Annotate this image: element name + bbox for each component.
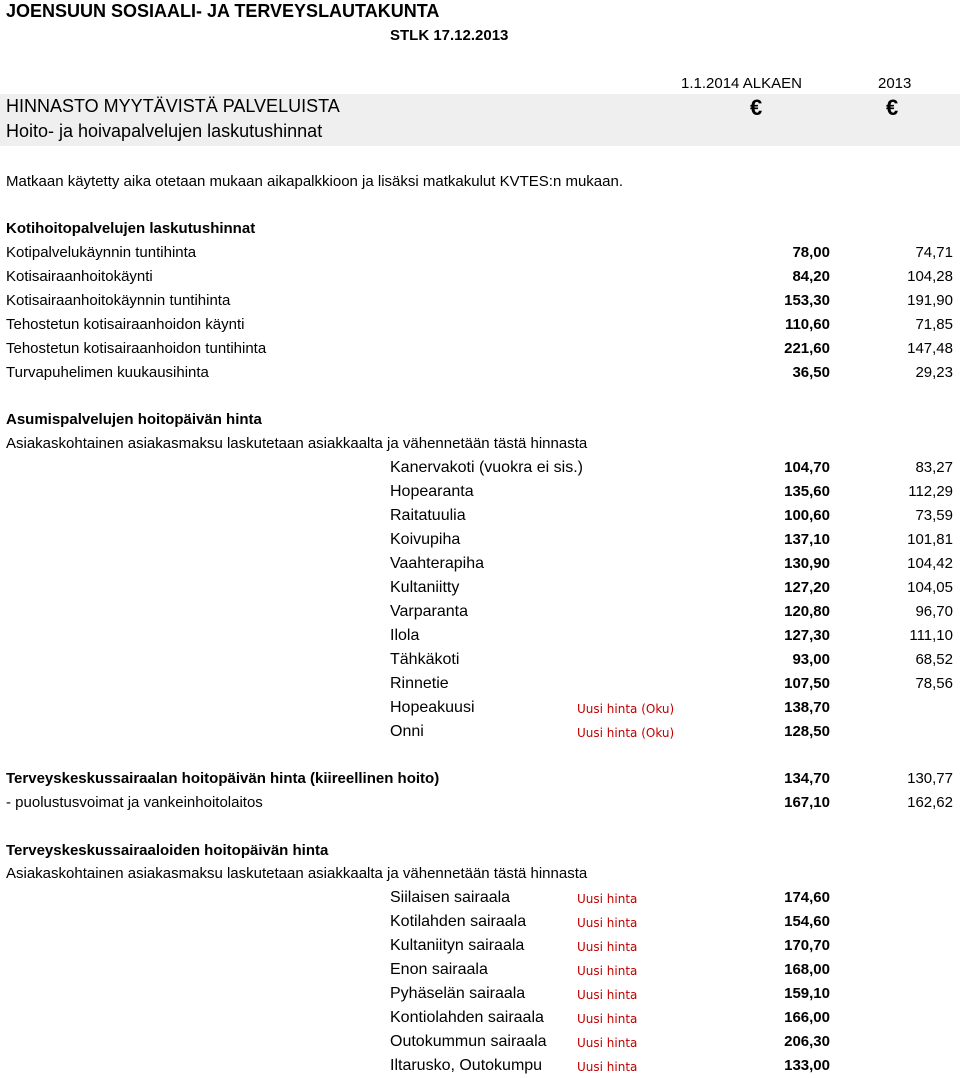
new-price-note: Uusi hinta (577, 892, 638, 906)
unit-name: Hopeakuusi (390, 699, 475, 716)
hospital-name: Siilaisen sairaala (390, 889, 511, 906)
price-new: 153,30 (784, 292, 830, 309)
unit-name: Kanervakoti (vuokra ei sis.) (390, 459, 583, 476)
hospital-name: Iltarusko, Outokumpu (390, 1057, 543, 1074)
new-price-note: Uusi hinta (Oku) (577, 702, 675, 716)
new-price-note: Uusi hinta (577, 940, 638, 954)
price-old: 83,27 (915, 459, 953, 476)
unit-name: Kultaniitty (390, 579, 460, 596)
unit-name: Onni (390, 723, 424, 740)
price-old: 78,56 (915, 675, 953, 692)
defence-prison-new-price: 167,10 (784, 794, 830, 811)
price-row-label: Tehostetun kotisairaanhoidon käynti (6, 316, 245, 333)
price-new: 133,00 (784, 1057, 830, 1074)
hospitals-subheading: Asiakaskohtainen asiakasmaksu laskutetaan asiakkaalta ja vähennetään tästä hinnasta (6, 865, 588, 882)
price-row-label: Kotipalvelukäynnin tuntihinta (6, 244, 197, 261)
travel-time-note: Matkaan käytetty aika otetaan mukaan aikapalkkioon ja lisäksi matkakulut KVTES:n mukaan. (6, 173, 623, 190)
price-new: 130,90 (784, 555, 830, 572)
price-new: 127,30 (784, 627, 830, 644)
unit-name: Ilola (390, 627, 420, 644)
price-old: 29,23 (915, 364, 953, 381)
unit-name: Koivupiha (390, 531, 461, 548)
unit-name: Vaahterapiha (390, 555, 484, 572)
price-row-label: Kotisairaanhoitokäynti (6, 268, 153, 285)
price-old: 68,52 (915, 651, 953, 668)
new-price-note: Uusi hinta (Oku) (577, 726, 675, 740)
unit-name: Varparanta (390, 603, 468, 620)
price-new: 159,10 (784, 985, 830, 1002)
price-new: 206,30 (784, 1033, 830, 1050)
euro-icon: € (750, 95, 763, 120)
price-old: 96,70 (915, 603, 953, 620)
housing-subheading: Asiakaskohtainen asiakasmaksu laskutetaan asiakkaalta ja vähennetään tästä hinnasta (6, 435, 588, 452)
hospitals-heading: Terveyskeskussairaaloiden hoitopäivän hinta (6, 842, 329, 859)
price-new: 93,00 (792, 651, 830, 668)
hospital-name: Kotilahden sairaala (390, 913, 527, 930)
new-price-note: Uusi hinta (577, 1060, 638, 1074)
price-new: 100,60 (784, 507, 830, 524)
price-row-label: Turvapuhelimen kuukausihinta (6, 364, 209, 381)
price-new: 154,60 (784, 913, 830, 930)
price-new: 104,70 (784, 459, 830, 476)
price-old: 101,81 (907, 531, 953, 548)
hospital-name: Kontiolahden sairaala (390, 1009, 544, 1026)
hospital-name: Kultaniityn sairaala (390, 937, 525, 954)
euro-icon: € (886, 95, 899, 120)
price-old: 112,29 (908, 483, 953, 500)
price-list-subtitle: Hoito- ja hoivapalvelujen laskutushinnat (6, 121, 323, 141)
price-old: 104,28 (907, 268, 953, 285)
price-new: 128,50 (784, 723, 830, 740)
price-row-label: Tehostetun kotisairaanhoidon tuntihinta (6, 340, 267, 357)
housing-heading: Asumispalvelujen hoitopäivän hinta (6, 411, 262, 428)
price-old: 191,90 (907, 292, 953, 309)
price-new: 135,60 (784, 483, 830, 500)
defence-prison-label: - puolustusvoimat ja vankeinhoitolaitos (6, 794, 263, 811)
price-new: 138,70 (784, 699, 830, 716)
unit-name: Hopearanta (390, 483, 474, 500)
price-old: 104,05 (907, 579, 953, 596)
new-price-note: Uusi hinta (577, 1036, 638, 1050)
hc-hospital-new-price: 134,70 (784, 770, 830, 787)
hc-hospital-label: Terveyskeskussairaalan hoitopäivän hinta (kiireellinen hoito) (6, 770, 440, 787)
hospital-name: Outokummun sairaala (390, 1033, 547, 1050)
price-new: 137,10 (784, 531, 830, 548)
price-old: 111,10 (909, 627, 953, 644)
price-new: 221,60 (784, 340, 830, 357)
price-list-title: HINNASTO MYYTÄVISTÄ PALVELUISTA (6, 96, 340, 116)
price-new: 170,70 (784, 937, 830, 954)
price-new: 36,50 (792, 364, 830, 381)
price-new: 107,50 (784, 675, 830, 692)
price-new: 166,00 (784, 1009, 830, 1026)
unit-name: Rinnetie (390, 675, 449, 692)
new-price-note: Uusi hinta (577, 916, 638, 930)
price-new: 84,20 (792, 268, 830, 285)
hospital-name: Enon sairaala (390, 961, 488, 978)
new-price-note: Uusi hinta (577, 1012, 638, 1026)
defence-prison-old-price: 162,62 (907, 794, 953, 811)
home-care-heading: Kotihoitopalvelujen laskutushinnat (6, 220, 256, 237)
price-old: 104,42 (907, 555, 953, 572)
organization-title: JOENSUUN SOSIAALI- JA TERVEYSLAUTAKUNTA (6, 1, 440, 21)
price-old: 147,48 (907, 340, 953, 357)
hc-hospital-old-price: 130,77 (907, 770, 953, 787)
price-old: 74,71 (915, 244, 953, 261)
price-new: 174,60 (784, 889, 830, 906)
hospital-name: Pyhäselän sairaala (390, 985, 526, 1002)
unit-name: Raitatuulia (390, 507, 466, 524)
column-header-old-price: 2013 (878, 75, 912, 92)
new-price-note: Uusi hinta (577, 988, 638, 1002)
price-new: 168,00 (784, 961, 830, 978)
price-new: 78,00 (792, 244, 830, 261)
price-old: 71,85 (915, 316, 953, 333)
decision-reference: STLK 17.12.2013 (390, 27, 509, 44)
price-row-label: Kotisairaanhoitokäynnin tuntihinta (6, 292, 231, 309)
unit-name: Tähkäkoti (390, 651, 460, 668)
price-new: 120,80 (784, 603, 830, 620)
price-old: 73,59 (915, 507, 953, 524)
new-price-note: Uusi hinta (577, 964, 638, 978)
price-new: 127,20 (784, 579, 830, 596)
column-header-new-price: 1.1.2014 ALKAEN (681, 75, 802, 92)
price-new: 110,60 (784, 316, 830, 333)
